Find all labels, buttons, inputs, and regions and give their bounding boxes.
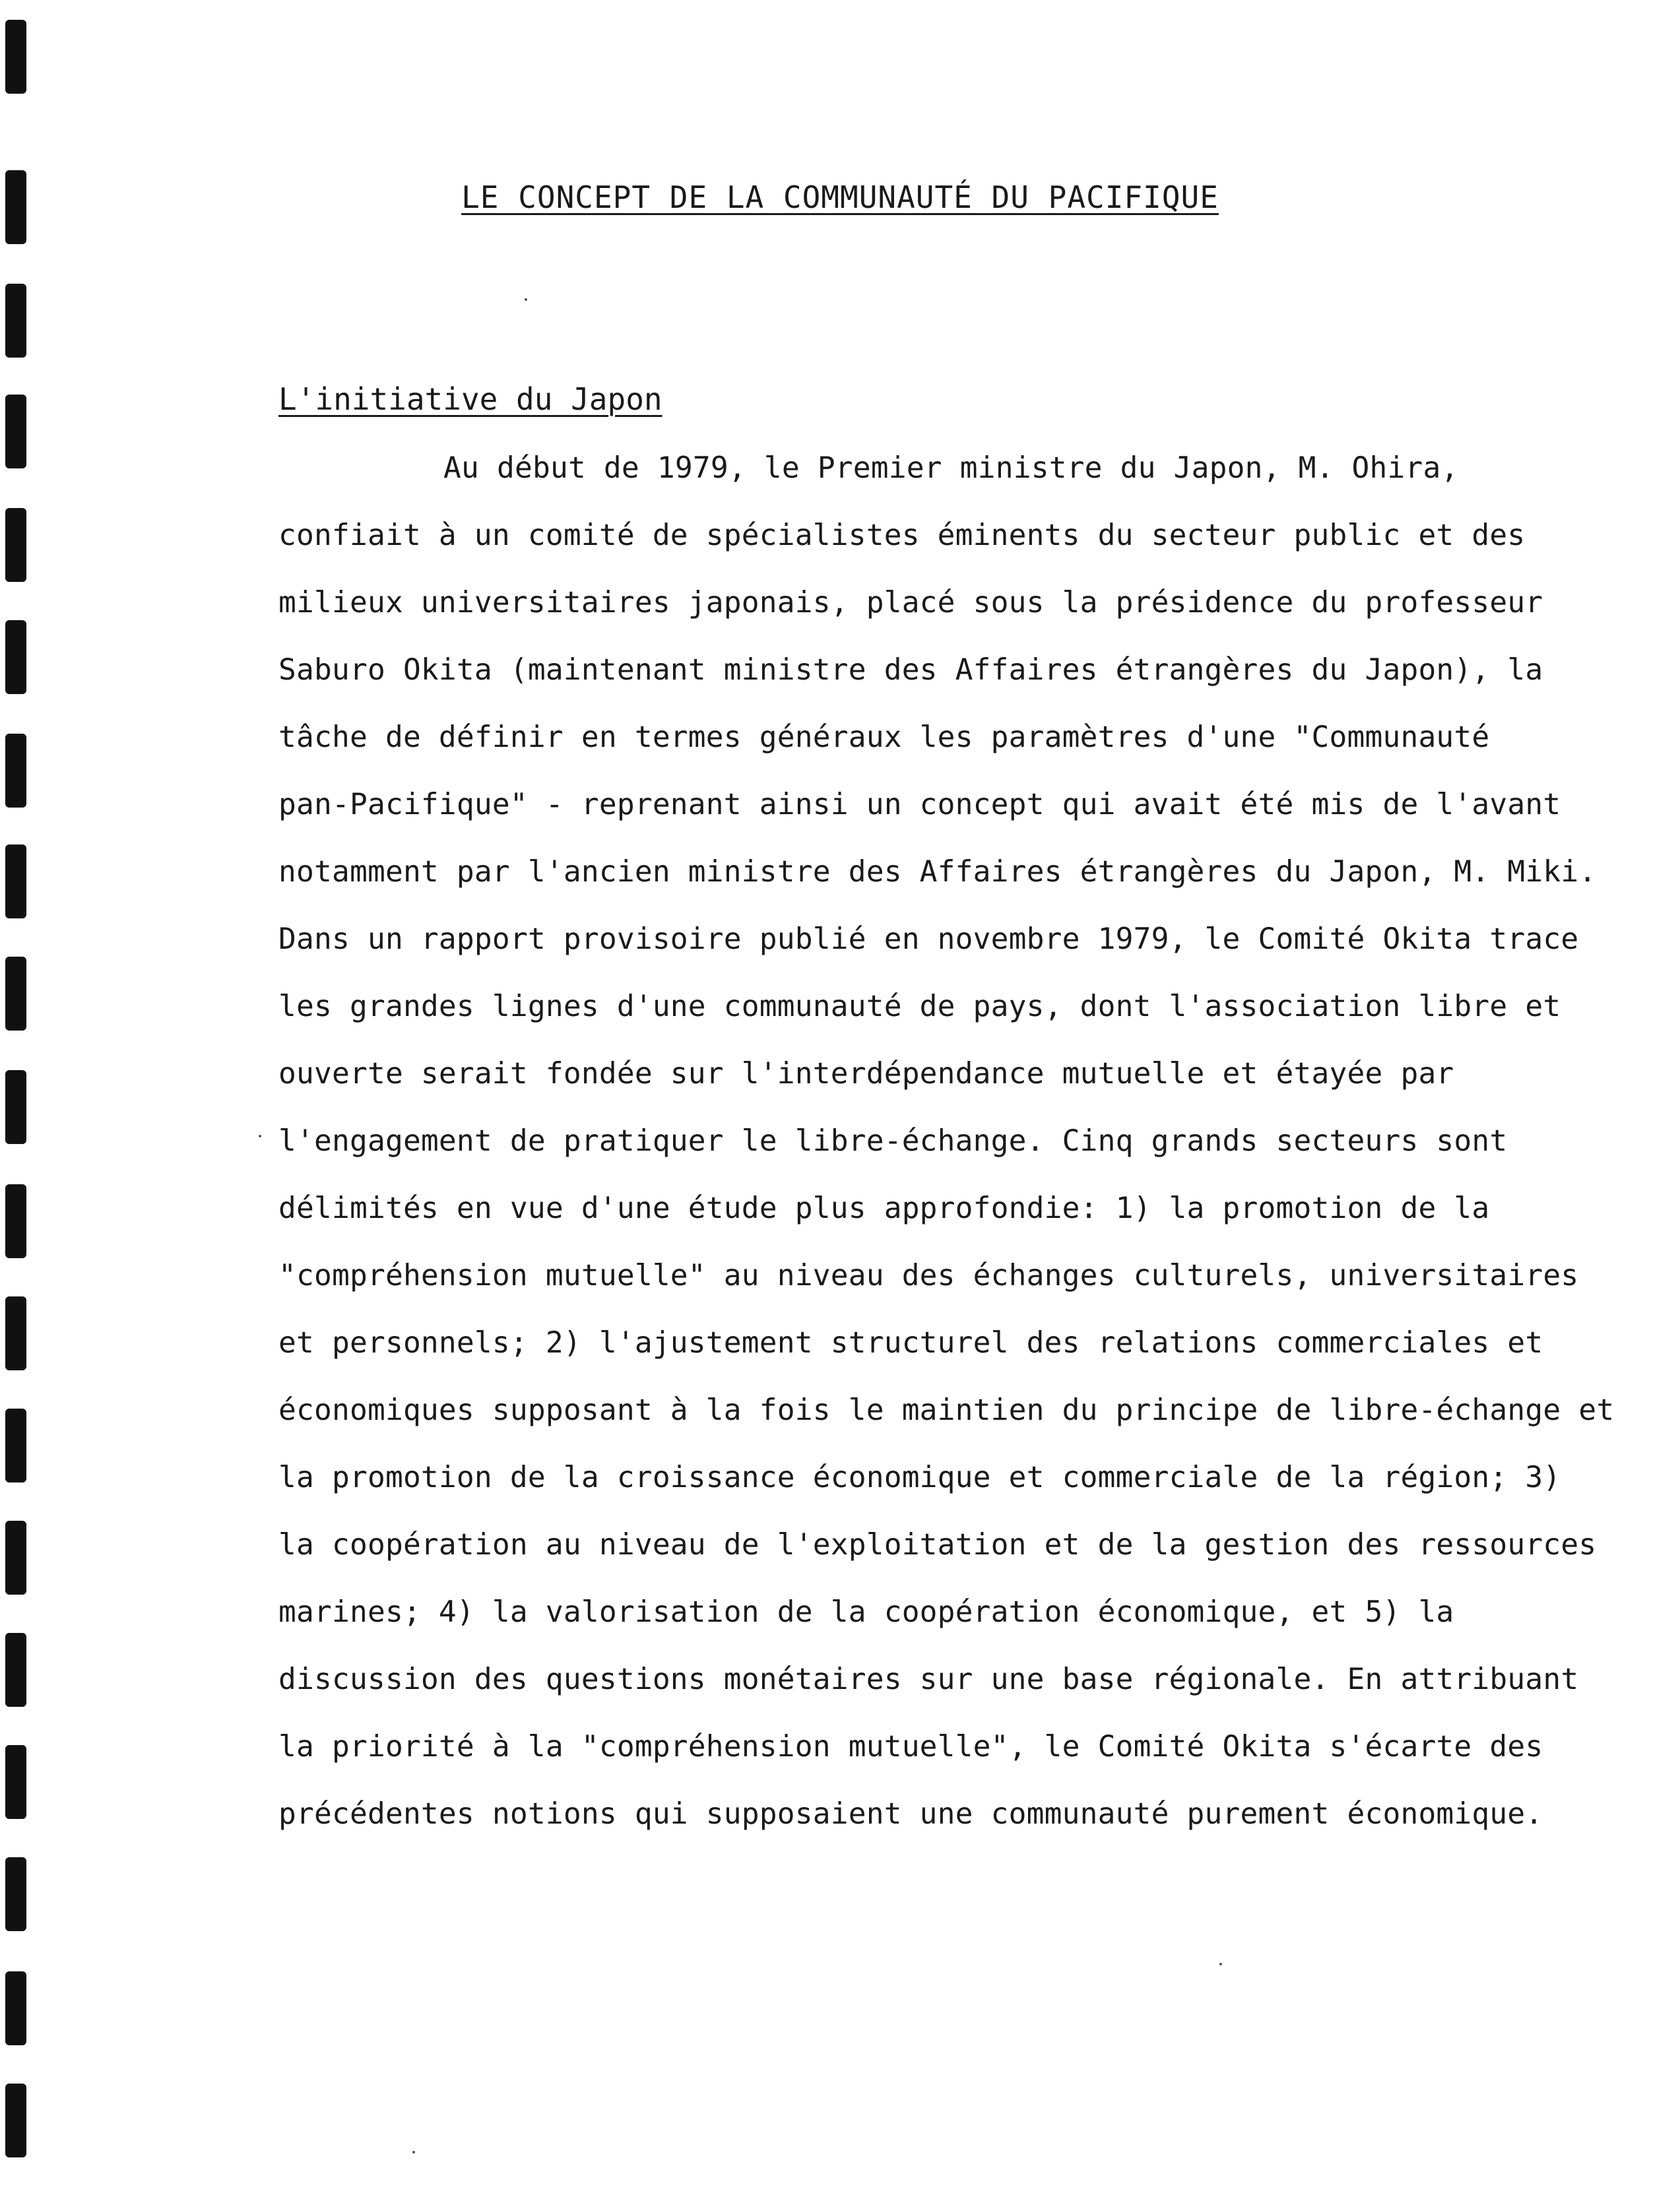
binder-hole-mark [5,508,26,582]
binder-hole-mark [5,1409,26,1482]
text-line: la coopération au niveau de l'exploitation et de la gestion des ressources [278,1528,1597,1562]
text-line: "compréhension mutuelle" au niveau des échanges culturels, universitaires [278,1259,1579,1292]
text-line: la promotion de la croissance économique et commerciale de la région; 3) [278,1461,1561,1494]
binder-hole-mark [5,1296,26,1370]
text-line: la priorité à la "compréhension mutuelle", le Comité Okita s'écarte des [278,1730,1543,1764]
binder-hole-mark [5,1745,26,1819]
text-line: les grandes lignes d'une communauté de pays, dont l'association libre et [278,990,1561,1023]
text-line: notamment par l'ancien ministre des Affaires étrangères du Japon, M. Miki. [278,855,1597,889]
text-line: et personnels; 2) l'ajustement structurel des relations commerciales et [278,1326,1543,1360]
binder-hole-mark [5,957,26,1031]
text-line: discussion des questions monétaires sur une base régionale. En attribuant [278,1663,1579,1696]
binder-hole-mark [5,395,26,468]
binder-hole-mark [5,734,26,808]
text-line: économiques supposant à la fois le maintien du principe de libre-échange et [278,1393,1615,1427]
text-line: Dans un rapport provisoire publié en novembre 1979, le Comité Okita trace [278,922,1579,956]
binder-hole-mark [5,284,26,358]
text-line: précédentes notions qui supposaient une communauté purement économique. [278,1797,1543,1831]
binder-hole-mark [5,1070,26,1144]
text-line: ouverte serait fondée sur l'interdépendance mutuelle et étayée par [278,1057,1454,1091]
text-line: Au début de 1979, le Premier ministre du Japon, M. Ohira, [443,451,1459,485]
scan-speck [525,298,527,301]
text-line: milieux universitaires japonais, placé sous la présidence du professeur [278,586,1543,620]
text-line: tâche de définir en termes généraux les paramètres d'une "Communauté [278,720,1490,754]
scan-speck [412,2151,415,2153]
text-line: confiait à un comité de spécialistes éminents du secteur public et des [278,519,1526,552]
page-title: LE CONCEPT DE LA COMMUNAUTÉ DU PACIFIQUE [461,179,1219,215]
section-heading: L'initiative du Japon [278,381,662,417]
binder-hole-mark [5,1971,26,2045]
binder-punch-strip [0,0,40,2199]
binder-hole-mark [5,845,26,918]
binder-hole-mark [5,2084,26,2157]
binder-hole-mark [5,1521,26,1595]
text-line: marines; 4) la valorisation de la coopération économique, et 5) la [278,1595,1454,1629]
body-paragraph [278,449,1615,1862]
binder-hole-mark [5,1857,26,1931]
text-line: l'engagement de pratiquer le libre-échange. Cinq grands secteurs sont [278,1124,1508,1158]
binder-hole-mark [5,20,26,94]
binder-hole-mark [5,1184,26,1258]
text-line: pan-Pacifique" - reprenant ainsi un concept qui avait été mis de l'avant [278,788,1561,821]
scan-speck [1219,1963,1222,1965]
text-line: Saburo Okita (maintenant ministre des Affaires étrangères du Japon), la [278,653,1543,687]
text-line: délimités en vue d'une étude plus approfondie: 1) la promotion de la [278,1192,1490,1225]
binder-hole-mark [5,1633,26,1707]
binder-hole-mark [5,620,26,694]
scan-speck [259,1135,261,1137]
